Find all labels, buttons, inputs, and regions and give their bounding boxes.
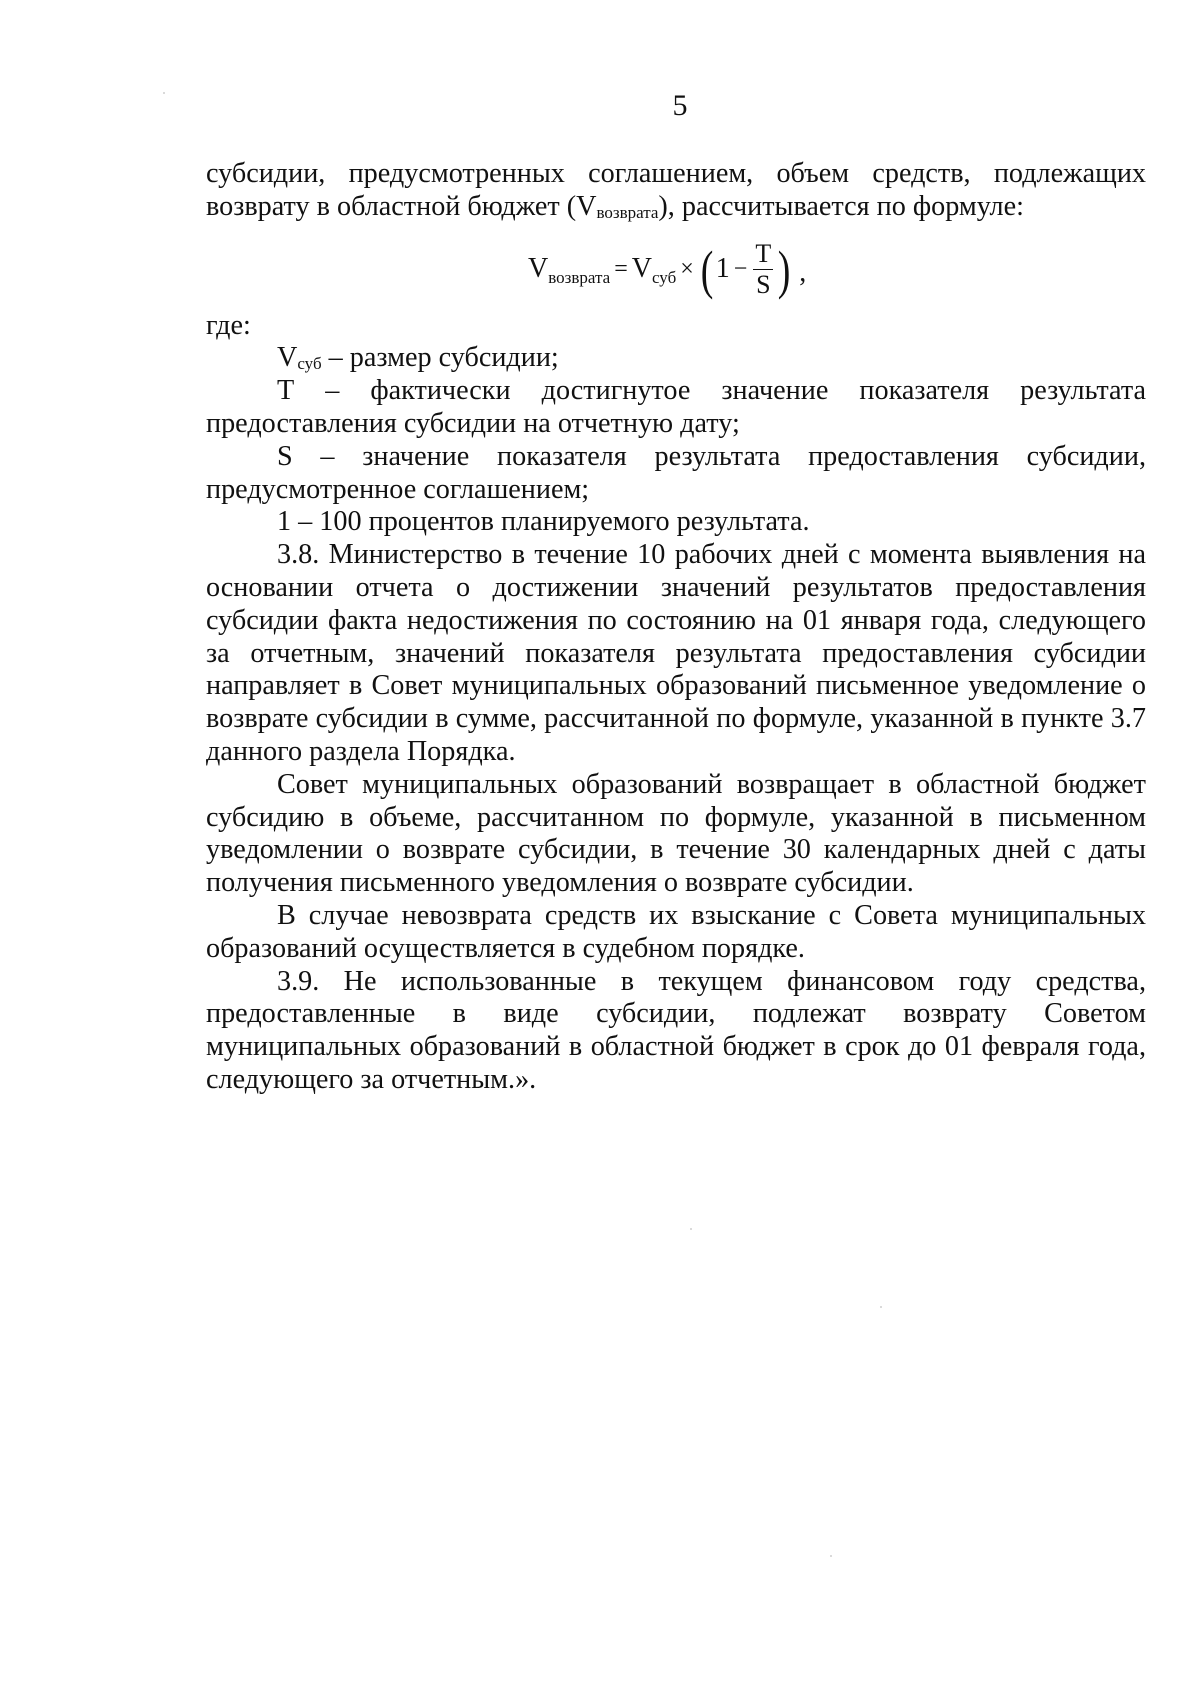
formula-lhs-var: V <box>528 253 549 285</box>
definition-s: S – значение показателя результата предоставления субсидии, предусмотренное соглашением; <box>206 440 1146 505</box>
document-body <box>206 158 1146 1097</box>
scan-speck <box>880 1306 882 1308</box>
page-number: 5 <box>672 89 688 122</box>
paragraph-3-9: 3.9. Не использованные в текущем финансовом году средства, предоставленные в виде субсидии, подлежат возврату Советом муниципальных образований в областной бюджет в срок до 01 февраля года, следующего за отчетным.». <box>206 965 1146 1095</box>
intro-text: субсидии, предусмотренных соглашением, объем средств, подлежащих возврату в областной бюджет (V <box>206 158 1146 222</box>
definition-one: 1 – 100 процентов планируемого результата. <box>277 506 810 538</box>
scan-speck <box>163 92 165 94</box>
fraction-denominator: S <box>756 270 771 300</box>
paragraph-nonreturn: В случае невозврата средств их взыскание с Совета муниципальных образований осуществляется в судебном порядке. <box>206 899 1146 964</box>
vsub-var: V <box>277 342 298 374</box>
formula-lhs-sub: возврата <box>548 268 611 288</box>
formula-times: × <box>680 256 694 283</box>
where-label: где: <box>206 309 251 341</box>
intro-paragraph <box>206 158 1146 224</box>
vsub-text: – размер субсидии; <box>321 342 559 374</box>
fraction-numerator: T <box>755 238 772 268</box>
formula-paren-close: ) <box>777 239 791 300</box>
formula-paren-open: ( <box>700 239 714 300</box>
definition-t: Т – фактически достигнутое значение показателя результата предоставления субсидии на отчетную дату; <box>206 375 1146 439</box>
return-formula <box>206 226 1146 310</box>
formula-comma: , <box>799 257 807 289</box>
intro-text-end: ), рассчитывается по формуле: <box>658 190 1024 222</box>
paragraph-council-return: Совет муниципальных образований возвращает в областной бюджет субсидию в объеме, рассчитанном по формуле, указанной в письменном уведомлении о возврате субсидии, в течение 30 календарных дней с даты получения письменного уведомления о возврате субсидии. <box>206 768 1146 899</box>
formula-rhs-sub: суб <box>651 268 677 288</box>
scan-speck <box>830 1555 832 1557</box>
formula-fraction <box>753 238 773 300</box>
formula-rhs-var: V <box>631 253 652 285</box>
paragraph-3-8: 3.8. Министерство в течение 10 рабочих дней с момента выявления на основании отчета о достижении значений результатов предоставления субсидии факта недостижения по состоянию на 01 января года, следующего за отчетным, значений показателя результата предоставления субсидии направляет в Совет муниципальных образований письменное уведомление о возврате субсидии в сумме, рассчитанной по формуле, указанной в пункте 3.7 данного раздела Порядка. <box>206 539 1146 767</box>
intro-subscript: возврата <box>596 202 659 222</box>
vsub-subscript: суб <box>297 354 322 374</box>
formula-equals: = <box>614 256 628 283</box>
definition-vsub <box>206 342 1146 375</box>
scan-speck <box>690 1228 692 1230</box>
formula-expression <box>528 240 806 300</box>
formula-minus: − <box>733 256 748 283</box>
formula-one: 1 <box>715 253 730 285</box>
